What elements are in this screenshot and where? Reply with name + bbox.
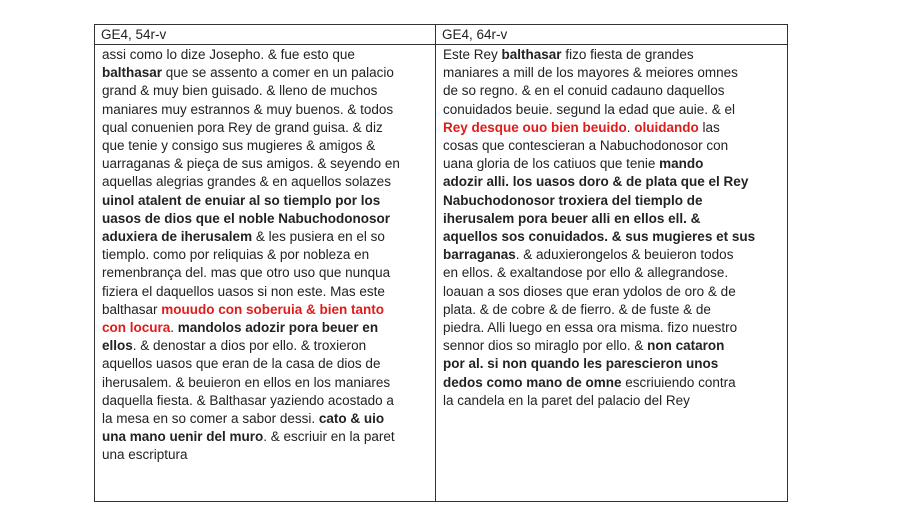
plain-text: aquellas alegrias grandes & en aquellos solazes	[102, 174, 391, 190]
highlighted-text: Rey desque ouo bien beuido	[443, 119, 627, 135]
plain-text: fiziera el daquellos uasos si non este. Mas este	[102, 283, 385, 299]
header-right: GE4, 64r-v	[436, 25, 788, 45]
highlighted-text: mouudo con soberuia & bien tanto	[161, 301, 385, 317]
plain-text: sennor dios so miraglo por ello. &	[443, 338, 648, 354]
plain-text: daquella fiesta. & Balthasar yaziendo acostado a	[102, 392, 394, 408]
text-line	[443, 155, 779, 173]
comparison-table	[94, 24, 788, 502]
text-line	[102, 428, 427, 446]
header-row	[95, 25, 788, 45]
text-line	[102, 210, 427, 228]
bold-text: uasos de dios que el noble Nabuchodonosor	[102, 210, 391, 226]
plain-text: piedra. Alli luego en essa ora misma. fizo nuestro	[443, 320, 738, 336]
plain-text: .	[626, 119, 635, 135]
plain-text: assi como lo dize Josepho. & fue esto que	[102, 47, 355, 62]
bold-text: balthasar	[501, 47, 562, 62]
plain-text: de so regno. & en el conuid cadauno daquellos	[443, 83, 725, 99]
plain-text: qual conuenien pora Rey de grand guisa. & diz	[102, 119, 383, 135]
bold-text: cato & uio	[318, 411, 385, 427]
text-line	[443, 173, 779, 191]
plain-text: cosas que contescieran a Nabuchodonosor con	[443, 138, 729, 154]
plain-text: uarraganas & pieça de sus amigos. & seyendo en	[102, 156, 400, 172]
text-line	[443, 355, 779, 373]
bold-text: mando	[659, 156, 704, 172]
plain-text: . & aduxierongelos & beuieron todos	[515, 247, 734, 263]
plain-text: tiemplo. como por reliquias & por nobleza en	[102, 247, 370, 263]
text-line	[443, 337, 779, 355]
text-line	[443, 46, 779, 64]
text-line	[102, 155, 427, 173]
text-line	[443, 228, 779, 246]
bold-text: aduxiera de iherusalem	[102, 229, 253, 245]
plain-text: uana gloria de los catiuos que tenie	[443, 156, 660, 172]
text-line	[102, 374, 427, 392]
plain-text: maniares muy estrannos & muy buenos. & todos	[102, 101, 394, 117]
bold-text: non cataron	[647, 338, 725, 354]
bold-text: barraganas	[443, 247, 516, 263]
bold-text: Nabuchodonosor troxiera del tiemplo de	[443, 192, 703, 208]
plain-text: plata. & de cobre & de fierro. & de fuste & de	[443, 301, 711, 317]
text-line	[102, 228, 427, 246]
bold-text: ellos	[102, 338, 133, 354]
text-line	[102, 46, 427, 64]
plain-text: que tenie y consigo sus mugieres & amigos &	[102, 138, 376, 154]
bold-text: una mano uenir del muro	[102, 429, 264, 445]
plain-text: que se assento a comer en un palacio	[162, 65, 394, 81]
bold-text: aquellos sos conuidados. & sus mugieres et sus	[443, 229, 756, 245]
text-line	[102, 119, 427, 137]
text-line	[443, 101, 779, 119]
plain-text: las	[698, 119, 720, 135]
plain-text: la candela en la paret del palacio del Rey	[443, 392, 690, 408]
plain-text: Este Rey	[443, 47, 502, 62]
text-line	[443, 246, 779, 264]
text-line	[102, 319, 427, 337]
left-text-cell	[95, 45, 436, 502]
text-line	[102, 64, 427, 82]
highlighted-text: con locura	[102, 320, 171, 336]
plain-text: conuidados beuie. segund la edad que auie. & el	[443, 101, 735, 117]
plain-text: . & denostar a dios por ello. & troxieron	[132, 338, 367, 354]
bold-text: iherusalem pora beuer alli en ellos ell. &	[443, 210, 701, 226]
bold-text: balthasar	[102, 65, 163, 81]
right-text-cell	[436, 45, 788, 502]
text-line	[443, 264, 779, 282]
plain-text: . & escriuir en la paret	[263, 429, 395, 445]
plain-text: aquellos uasos que eran de la casa de dios de	[102, 356, 381, 372]
plain-text: escriuiendo contra	[621, 374, 736, 390]
text-line	[443, 210, 779, 228]
bold-text: por al. si non quando les parescieron unos	[443, 356, 719, 372]
text-line	[443, 137, 779, 155]
text-line	[102, 264, 427, 282]
plain-text: una escriptura	[102, 447, 188, 463]
text-line	[102, 82, 427, 100]
plain-text: grand & muy bien guisado. & lleno de muchos	[102, 83, 378, 99]
highlighted-text: oluidando	[634, 119, 699, 135]
text-line	[443, 301, 779, 319]
bold-text: adozir alli. los uasos doro & de plata que el Rey	[443, 174, 749, 190]
plain-text: fizo fiesta de grandes	[561, 47, 694, 62]
text-line	[102, 355, 427, 373]
text-line	[102, 446, 427, 464]
bold-text: dedos como mano de omne	[443, 374, 622, 390]
text-line	[443, 192, 779, 210]
text-line	[443, 119, 779, 137]
bold-text: mandolos adozir pora beuer en	[177, 320, 379, 336]
bold-text: uinol atalent de enuiar al so tiemplo por los	[102, 192, 381, 208]
text-line	[443, 64, 779, 82]
plain-text: balthasar	[102, 301, 162, 317]
text-line	[443, 82, 779, 100]
plain-text: & les pusiera en el so	[252, 229, 385, 245]
plain-text: maniares a mill de los mayores & meiores omnes	[443, 65, 738, 81]
text-line	[102, 283, 427, 301]
plain-text: iherusalem. & beuieron en ellos en los maniares	[102, 374, 391, 390]
text-line	[443, 392, 779, 410]
text-line	[102, 173, 427, 191]
text-line	[102, 410, 427, 428]
text-line	[102, 301, 427, 319]
text-line	[102, 101, 427, 119]
plain-text: .	[170, 320, 178, 336]
text-line	[102, 137, 427, 155]
text-line	[102, 337, 427, 355]
plain-text: loauan a sos dioses que eran ydolos de oro & de	[443, 283, 736, 299]
text-row	[95, 45, 788, 502]
text-line	[102, 392, 427, 410]
header-left: GE4, 54r-v	[95, 25, 436, 45]
plain-text: remenbrança del. mas que otro uso que nunqua	[102, 265, 391, 281]
text-line	[102, 192, 427, 210]
text-line	[443, 374, 779, 392]
plain-text: en ellos. & exaltandose por ello & allegrandose.	[443, 265, 729, 281]
text-line	[443, 319, 779, 337]
text-line	[443, 283, 779, 301]
text-line	[102, 246, 427, 264]
plain-text: la mesa en so comer a sabor dessi.	[102, 411, 319, 427]
